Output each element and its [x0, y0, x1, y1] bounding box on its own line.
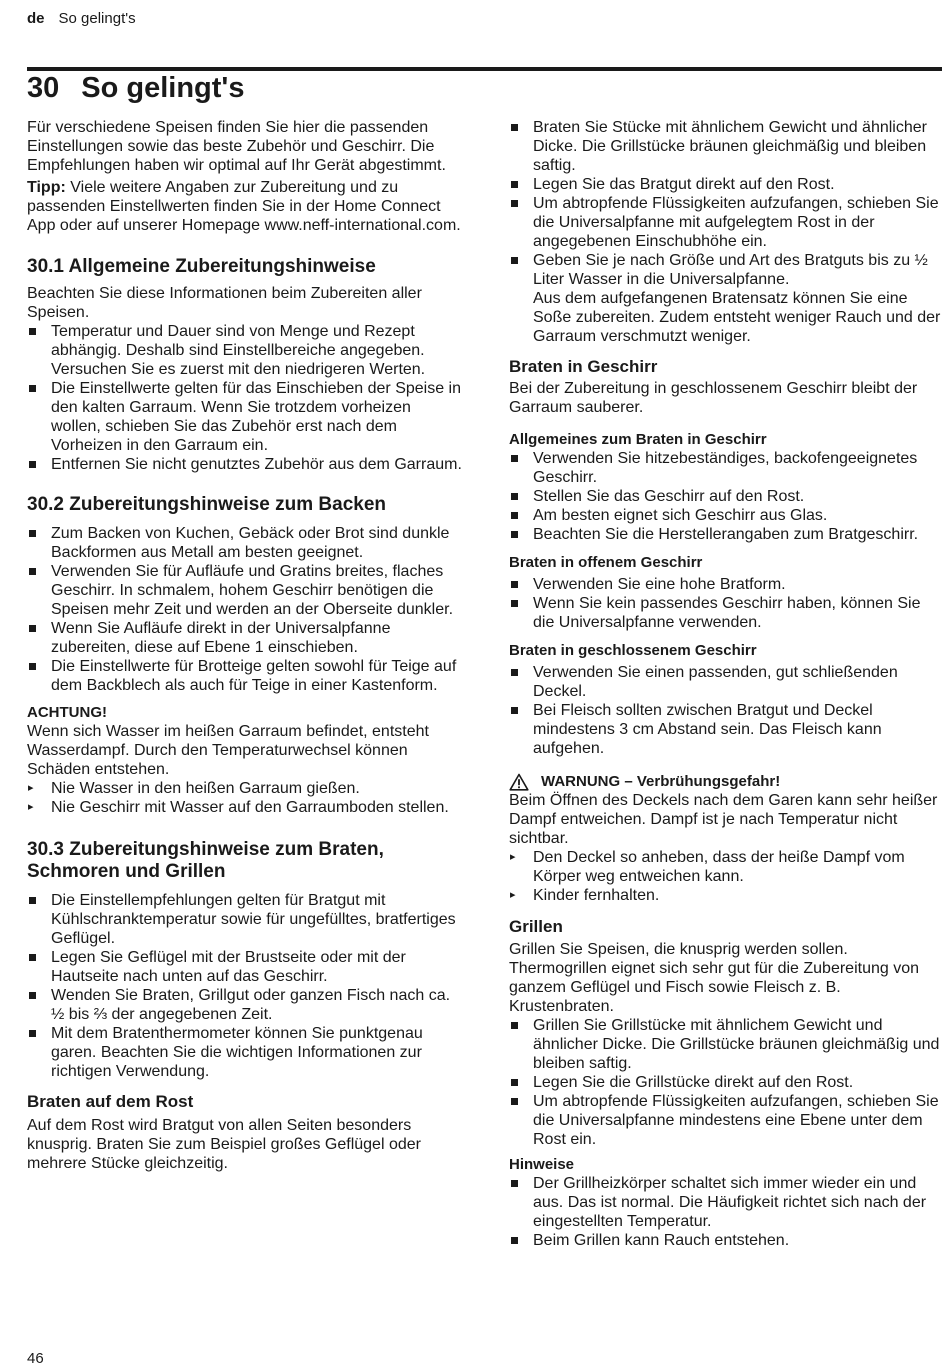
list-item: Um abtropfende Flüssigkeiten aufzufangen, schieben Sie die Universalpfanne mindestens eine Ebene unter dem Rost ein.: [509, 1092, 945, 1149]
grillen-text: Grillen Sie Speisen, die knusprig werden sollen. Thermogrillen eignet sich sehr gut für die Zubereitung von ganzem Geflügel und Fisch sowie Fleisch z. B. Krustenbraten.: [509, 941, 919, 1015]
caution-text: Wenn sich Wasser im heißen Garraum befindet, entsteht Wasserdampf. Durch den Temperaturwechsel können Schäden entstehen.: [27, 723, 429, 778]
language-code: de: [27, 10, 45, 27]
tip-label: Tipp:: [27, 179, 66, 196]
tip-text: Viele weitere Angaben zur Zubereitung und zu passenden Einstellwerten finden Sie in der Home Connect App oder auf unserer Homepage www.neff-international.com.: [27, 179, 461, 234]
intro-paragraph: Für verschiedene Speisen finden Sie hier die passenden Einstellungen sowie das beste Zubehör und Geschirr. Die Empfehlungen haben wir optimal auf Ihr Gerät abgestimmt.: [27, 119, 446, 174]
list-item: Verwenden Sie hitzebeständiges, backofengeeignetes Geschirr.: [509, 449, 945, 487]
warning-heading: [509, 772, 945, 791]
chapter-rule: [27, 67, 942, 71]
list-item: Die Einstellwerte gelten für das Einschieben der Speise in den kalten Garraum. Wenn Sie trotzdem vorheizen wollen, schieben Sie das Zubehör erst nach dem Vorheizen in den Garraum ein.: [27, 379, 463, 455]
section-heading-30-1: 30.1 Allgemeine Zubereitungshinweise: [27, 256, 376, 277]
hinweise-list: [509, 1174, 945, 1250]
list-item: [509, 251, 945, 346]
list-item: Am besten eignet sich Geschirr aus Glas.: [509, 506, 945, 525]
section-30-1-list: [27, 322, 463, 474]
offenes-geschirr-list: [509, 575, 945, 632]
warning-triangle-icon: [509, 773, 529, 791]
section-heading-30-3: 30.3 Zubereitungshinweise zum Braten, Schmoren und Grillen: [27, 839, 384, 882]
subheading-allgemeines: Allgemeines zum Braten in Geschirr: [509, 431, 767, 448]
allgemeines-list: [509, 449, 945, 544]
list-item: Um abtropfende Flüssigkeiten aufzufangen, schieben Sie die Universalpfanne mit aufgelegtem Rost in der angegebenen Einschubhöhe ein.: [509, 194, 945, 251]
running-header-title: So gelingt's: [58, 10, 136, 27]
action-step: ▸ Den Deckel so anheben, dass der heiße Dampf vom Körper weg entweichen kann.: [509, 848, 945, 886]
subheading-offenes-geschirr: Braten in offenem Geschirr: [509, 554, 703, 571]
list-item: Entfernen Sie nicht genutztes Zubehör aus dem Garraum.: [27, 455, 463, 474]
list-item: Legen Sie die Grillstücke direkt auf den Rost.: [509, 1073, 945, 1092]
list-item-extra: Aus dem aufgefangenen Bratensatz können Sie eine Soße zubereiten. Zudem entsteht weniger Rauch und der Garraum verschmutzt weniger.: [533, 290, 941, 345]
section-30-2-list: [27, 524, 463, 695]
list-item: Die Einstellempfehlungen gelten für Bratgut mit Kühlschranktemperatur sowie für ungefülltes, bratfertiges Geflügel.: [27, 891, 463, 948]
warning-title: WARNUNG – Verbrühungsgefahr!: [541, 773, 781, 790]
left-column: [27, 118, 463, 1173]
warning-text: Beim Öffnen des Deckels nach dem Garen kann sehr heißer Dampf entweichen. Dampf ist je nach Temperatur nicht sichtbar.: [509, 792, 938, 847]
list-item: Verwenden Sie einen passenden, gut schließenden Deckel.: [509, 663, 945, 701]
list-item: Bei Fleisch sollten zwischen Bratgut und Deckel mindestens 3 cm Abstand sein. Das Fleisch kann aufgehen.: [509, 701, 945, 758]
subheading-braten-in-geschirr: Braten in Geschirr: [509, 357, 658, 376]
subheading-geschlossenes-geschirr: Braten in geschlossenem Geschirr: [509, 642, 757, 659]
list-item: Grillen Sie Grillstücke mit ähnlichem Gewicht und ähnlicher Dicke. Die Grillstücke bräunen gleichmäßig und bleiben saftig.: [509, 1016, 945, 1073]
page-number: 46: [27, 1350, 44, 1367]
running-header: [27, 10, 136, 27]
list-item: Braten Sie Stücke mit ähnlichem Gewicht und ähnlicher Dicke. Die Grillstücke bräunen gleichmäßig und bleiben saftig.: [509, 118, 945, 175]
list-item: Verwenden Sie für Aufläufe und Gratins breites, flaches Geschirr. In schmalem, hohem Geschirr benötigen die Speisen mehr Zeit und werden an der Oberseite dunkler.: [27, 562, 463, 619]
subheading-hinweise: Hinweise: [509, 1156, 575, 1173]
chapter-title-text: So gelingt's: [81, 72, 245, 104]
caution-steps: [27, 779, 463, 817]
section-30-1-text: Beachten Sie diese Informationen beim Zubereiten aller Speisen.: [27, 285, 422, 321]
action-step: ▸ Nie Geschirr mit Wasser auf den Garraumboden stellen.: [27, 798, 463, 817]
list-item: Legen Sie das Bratgut direkt auf den Rost.: [509, 175, 945, 194]
list-item: Temperatur und Dauer sind von Menge und Rezept abhängig. Deshalb sind Einstellbereiche angegeben. Versuchen Sie es zuerst mit den niedrigeren Werten.: [27, 322, 463, 379]
list-item: Beachten Sie die Herstellerangaben zum Bratgeschirr.: [509, 525, 945, 544]
list-item: Der Grillheizkörper schaltet sich immer wieder ein und aus. Das ist normal. Die Häufigkeit richtet sich nach der eingestellten Temperatur.: [509, 1174, 945, 1231]
rost-text: Auf dem Rost wird Bratgut von allen Seiten besonders knusprig. Braten Sie zum Beispiel großes Geflügel oder mehrere Stücke gleichzeitig.: [27, 1117, 421, 1172]
tip-paragraph: [27, 178, 463, 235]
list-item-text: Geben Sie je nach Größe und Art des Bratguts bis zu ½ Liter Wasser in die Universalpfanne.: [533, 252, 928, 288]
list-item: Stellen Sie das Geschirr auf den Rost.: [509, 487, 945, 506]
section-heading-30-2: 30.2 Zubereitungshinweise zum Backen: [27, 494, 386, 515]
right-column: [509, 118, 945, 1250]
section-30-3-list: [27, 891, 463, 1081]
rost-list: [509, 118, 945, 346]
chapter-title: [27, 72, 244, 105]
list-item: Wenden Sie Braten, Grillgut oder ganzen Fisch nach ca. ½ bis ⅔ der angegebenen Zeit.: [27, 986, 463, 1024]
subheading-braten-auf-dem-rost: Braten auf dem Rost: [27, 1092, 194, 1111]
list-item: Zum Backen von Kuchen, Gebäck oder Brot sind dunkle Backformen aus Metall am besten geeignet.: [27, 524, 463, 562]
warning-steps: [509, 848, 945, 905]
geschlossenes-geschirr-list: [509, 663, 945, 758]
list-item: Mit dem Bratenthermometer können Sie punktgenau garen. Beachten Sie die wichtigen Informationen zur richtigen Verwendung.: [27, 1024, 463, 1081]
list-item: Die Einstellwerte für Brotteige gelten sowohl für Teige auf dem Backblech als auch für Teige in einer Kastenform.: [27, 657, 463, 695]
list-item: Verwenden Sie eine hohe Bratform.: [509, 575, 945, 594]
action-step: ▸ Nie Wasser in den heißen Garraum gießen.: [27, 779, 463, 798]
grillen-list: [509, 1016, 945, 1149]
action-step: ▸ Kinder fernhalten.: [509, 886, 945, 905]
subheading-grillen: Grillen: [509, 917, 563, 936]
list-item: Wenn Sie kein passendes Geschirr haben, können Sie die Universalpfanne verwenden.: [509, 594, 945, 632]
chapter-number: 30: [27, 72, 60, 104]
list-item: Beim Grillen kann Rauch entstehen.: [509, 1231, 945, 1250]
geschirr-text: Bei der Zubereitung in geschlossenem Geschirr bleibt der Garraum sauberer.: [509, 380, 918, 416]
list-item: Wenn Sie Aufläufe direkt in der Universalpfanne zubereiten, diese auf Ebene 1 einschieben.: [27, 619, 463, 657]
list-item: Legen Sie Geflügel mit der Brustseite oder mit der Hautseite nach unten auf das Geschirr.: [27, 948, 463, 986]
caution-label: ACHTUNG!: [27, 704, 107, 721]
